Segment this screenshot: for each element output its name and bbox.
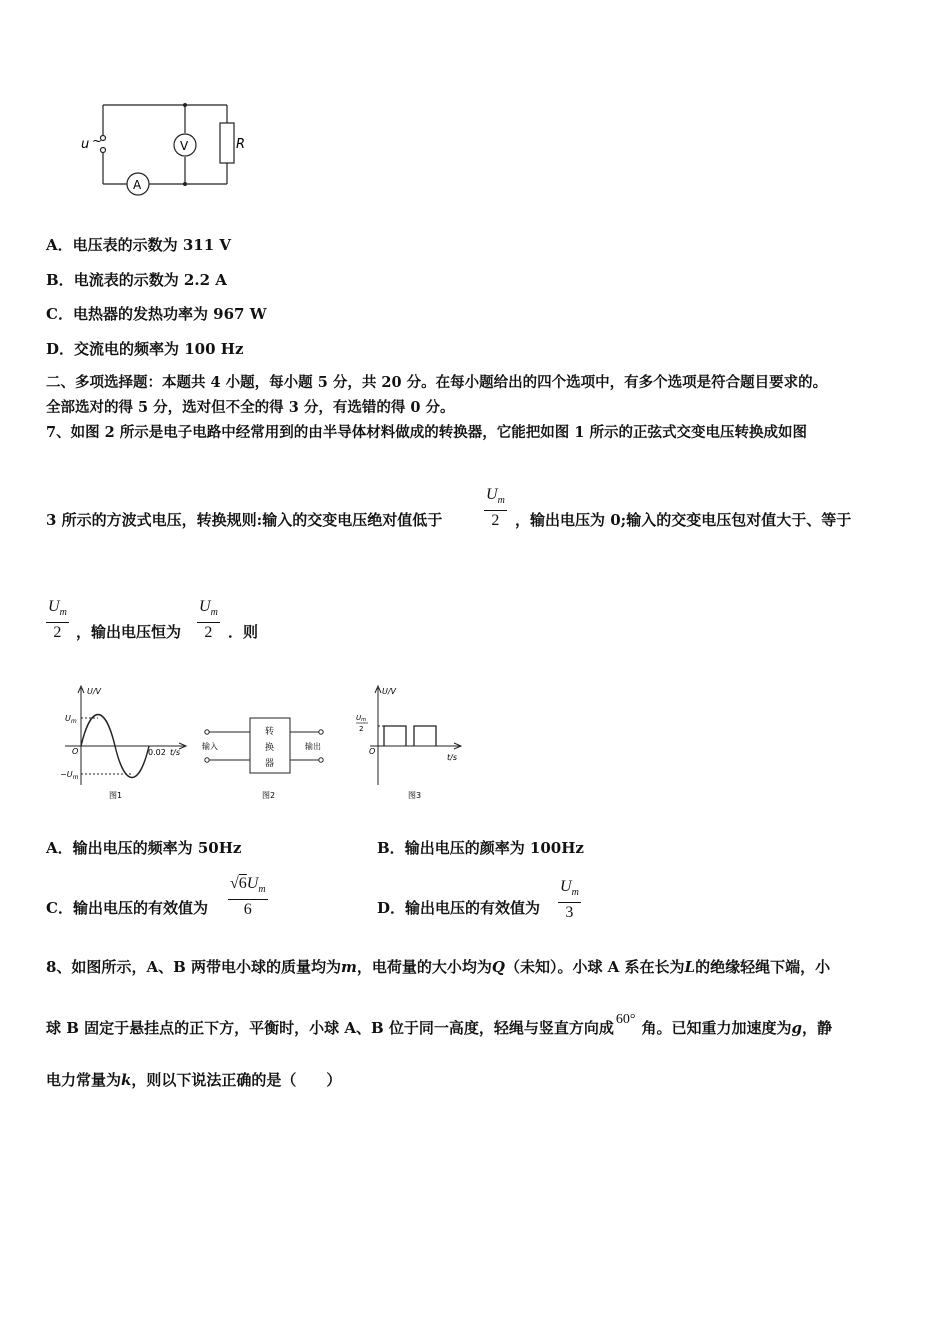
fig3-origin: O bbox=[369, 747, 376, 756]
fig3-half-um-den: 2 bbox=[359, 725, 364, 733]
q7-option-c-fraction: $\frac{√6U_m}{6}$ bbox=[230, 875, 266, 919]
q8-line3: 电力常量为k，则以下说法正确的是（ ） bbox=[46, 1071, 342, 1089]
fig2-char1: 转 bbox=[265, 727, 275, 737]
fig3-caption: 图3 bbox=[408, 791, 422, 800]
fig1-neg-um: $-U_m$ bbox=[60, 770, 79, 781]
fig1-um: $U_m$ bbox=[65, 714, 77, 725]
ammeter-label: A bbox=[133, 178, 142, 192]
q7-line3b: ．则 bbox=[228, 623, 259, 641]
q6-option-c: C．电热器的发热功率为 967 W bbox=[46, 305, 267, 323]
section2-line1: 二、多项选择题：本题共 4 小题，每小题 5 分，共 20 分。在每小题给出的四个选项中，有多个选项是符合题目要求的。 bbox=[46, 374, 828, 391]
q6-option-a: A．电压表的示数为 311 V bbox=[46, 236, 232, 254]
q7-line3a: ，输出电压恒为 bbox=[76, 623, 182, 641]
q7-option-b: B．输出电压的颜率为 100Hz bbox=[377, 839, 584, 857]
section2-line2: 全部选对的得 5 分，选对但不全的得 3 分，有选错的得 0 分。 bbox=[46, 399, 455, 416]
q7-option-a: A．输出电压的频率为 50Hz bbox=[46, 839, 242, 857]
q7-line2a: 3 所示的方波式电压，转换规则:输入的交变电压绝对值低于 bbox=[46, 511, 443, 529]
figure-1-sine bbox=[55, 680, 195, 805]
resistor-label: R bbox=[236, 137, 246, 152]
fig2-caption: 图2 bbox=[262, 791, 276, 800]
fig2-char2: 换 bbox=[265, 743, 275, 753]
q7-option-d-fraction: $\frac{U_m}{3}$ bbox=[560, 878, 579, 922]
q7-line2b: ，输出电压为 0;输入的交变电压包对值大于、等于 bbox=[515, 511, 852, 529]
figure-2-converter bbox=[198, 710, 338, 805]
q7-frac-half-um-2: $\frac{U_m}{2}$ bbox=[48, 598, 67, 642]
figure-3-square bbox=[350, 680, 465, 805]
angle-60: 60° bbox=[615, 1012, 636, 1027]
voltmeter-label: V bbox=[180, 139, 189, 153]
q7-frac-half-um-3: $\frac{U_m}{2}$ bbox=[199, 598, 218, 642]
fig1-xtick: 0.02 bbox=[148, 748, 166, 757]
fig1-caption: 图1 bbox=[109, 791, 123, 800]
fig1-ylabel: U/V bbox=[87, 687, 102, 696]
q7-frac-half-um-1: $\frac{U_m}{2}$ bbox=[486, 486, 505, 530]
q6-option-b: B．电流表的示数为 2.2 A bbox=[46, 271, 227, 289]
fig3-half-um-num: Um bbox=[356, 714, 366, 723]
fig2-output: 输出 bbox=[305, 742, 321, 751]
fig1-origin: O bbox=[72, 747, 79, 756]
q8-line1: 8、如图所示，A、B 两带电小球的质量均为m，电荷量的大小均为Q（未知）。小球 A 系在长为L的绝缘轻绳下端，小 bbox=[46, 958, 831, 976]
q7-option-d: D．输出电压的有效值为 bbox=[377, 899, 541, 917]
fig3-xlabel: t/s bbox=[447, 753, 457, 762]
q7-option-c: C．输出电压的有效值为 bbox=[46, 899, 208, 917]
q6-option-d: D．交流电的频率为 100 Hz bbox=[46, 340, 244, 358]
circuit-diagram bbox=[75, 95, 255, 200]
fig2-input: 输入 bbox=[202, 742, 218, 751]
fig3-ylabel: U/V bbox=[382, 687, 397, 696]
label-tilde: ~ bbox=[92, 134, 103, 148]
fig1-xlabel: t/s bbox=[170, 748, 180, 757]
q7-line1: 7、如图 2 所示是电子电路中经常用到的由半导体材料做成的转换器，它能把如图 1 所示的正弦式交变电压转换成如图 bbox=[46, 424, 807, 441]
fig2-char3: 器 bbox=[265, 759, 275, 769]
q8-line2: 球 B 固定于悬挂点的正下方，平衡时，小球 A、B 位于同一高度，轻绳与竖直方向成 60° 角。已知重力加速度为g，静 bbox=[46, 1012, 833, 1037]
label-u: u bbox=[81, 137, 90, 152]
